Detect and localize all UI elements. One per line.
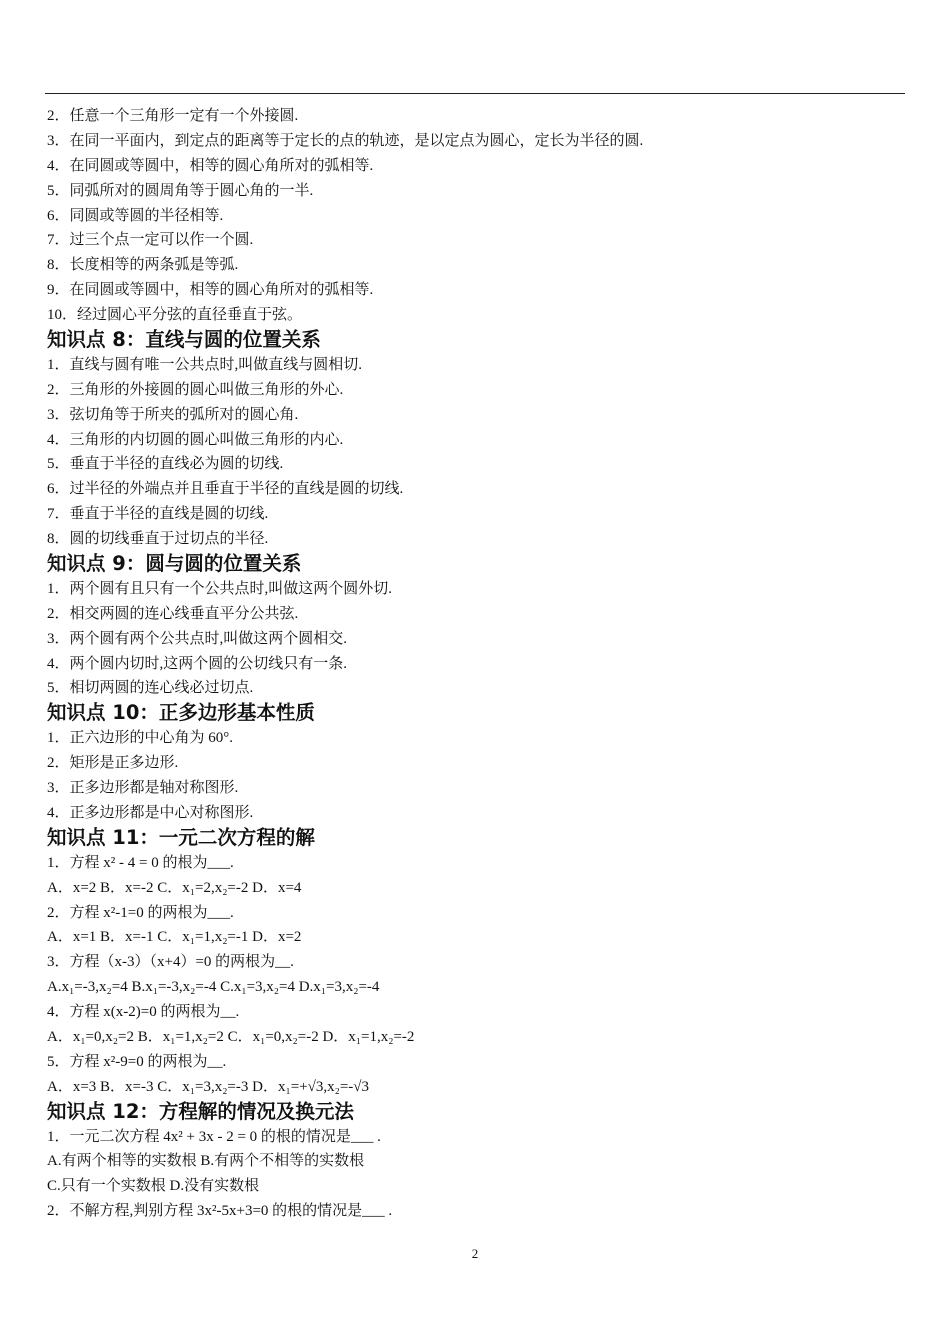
- list-item: 4．两个圆内切时,这两个圆的公切线只有一条.: [47, 655, 348, 672]
- list-item: 6．同圆或等圆的半径相等.: [47, 207, 224, 224]
- list-item: 2．任意一个三角形一定有一个外接圆.: [47, 108, 299, 124]
- list-item: 1．正六边形的中心角为 60°.: [47, 730, 233, 747]
- list-item: 10．经过圆心平分弦的直径垂直于弦。: [47, 307, 303, 324]
- list-item: A．x₁=0,x₂=2 B．x₁=1,x₂=2 C．x₁=0,x₂=-2 D．x₁=1,x₂=-2: [47, 1028, 415, 1045]
- list-item: A.有两个相等的实数根 B.有两个不相等的实数根: [47, 1153, 365, 1170]
- list-item: 6．过半径的外端点并且垂直于半径的直线是圆的切线.: [47, 481, 404, 498]
- list-item: 8．圆的切线垂直于过切点的半径.: [47, 531, 269, 548]
- list-item: 2．相交两圆的连心线垂直平分公共弦.: [47, 605, 299, 622]
- list-item: 3．在同一平面内，到定点的距离等于定长的点的轨迹，是以定点为圆心，定长为半径的圆.: [47, 132, 644, 149]
- page-number: 2: [471, 1246, 479, 1261]
- list-item: 7．垂直于半径的直线是圆的切线.: [47, 506, 269, 523]
- list-item: 3．两个圆有两个公共点时,叫做这两个圆相交.: [47, 630, 348, 647]
- section-heading: 知识点 9：圆与圆的位置关系: [47, 552, 302, 576]
- section-heading: 知识点 12：方程解的情况及换元法: [47, 1099, 354, 1123]
- list-item: 2．不解方程,判别方程 3x²-5x+3=0 的根的情况是___ .: [47, 1203, 393, 1220]
- list-item: 9．在同圆或等圆中，相等的圆心角所对的弧相等.: [47, 282, 374, 299]
- list-item: 4．在同圆或等圆中，相等的圆心角所对的弧相等.: [47, 157, 374, 174]
- list-item: 3．方程（x-3）（x+4）=0 的两根为__.: [47, 954, 294, 971]
- list-item: 4．三角形的内切圆的圆心叫做三角形的内心.: [47, 431, 344, 448]
- list-item: 4．正多边形都是中心对称图形.: [47, 804, 254, 821]
- section-heading: 知识点 10：正多边形基本性质: [47, 701, 315, 725]
- list-item: 5．相切两圆的连心线必过切点.: [47, 680, 254, 697]
- list-item: 2．三角形的外接圆的圆心叫做三角形的外心.: [47, 381, 344, 398]
- list-item: 1．直线与圆有唯一公共点时,叫做直线与圆相切.: [47, 356, 363, 373]
- list-item: 5．方程 x²-9=0 的两根为__.: [47, 1053, 227, 1070]
- list-item: 1．两个圆有且只有一个公共点时,叫做这两个圆外切.: [47, 580, 393, 597]
- list-item: 2．方程 x²-1=0 的两根为___.: [47, 904, 234, 921]
- list-item: 3．正多边形都是轴对称图形.: [47, 780, 239, 797]
- list-item: 5．同弧所对的圆周角等于圆心角的一半.: [47, 182, 314, 199]
- document-body: [47, 104, 907, 1224]
- list-item: 1．一元二次方程 4x² + 3x - 2 = 0 的根的情况是___ .: [47, 1128, 381, 1145]
- list-item: 5．垂直于半径的直线必为圆的切线.: [47, 456, 284, 473]
- section-heading: 知识点 11：一元二次方程的解: [47, 825, 315, 849]
- list-item: A．x=1 B．x=-1 C．x₁=1,x₂=-1 D．x=2: [47, 929, 302, 946]
- list-item: 8．长度相等的两条弧是等弧.: [47, 257, 239, 274]
- list-item: C.只有一个实数根 D.没有实数根: [47, 1178, 260, 1195]
- list-item: A．x=2 B．x=-2 C．x₁=2,x₂=-2 D．x=4: [47, 879, 302, 896]
- header-rule: [45, 93, 905, 94]
- list-item: 1．方程 x² - 4 = 0 的根为___.: [47, 854, 234, 871]
- list-item: 4．方程 x(x-2)=0 的两根为__.: [47, 1004, 240, 1021]
- list-item: 3．弦切角等于所夹的弧所对的圆心角.: [47, 406, 299, 423]
- list-item: 2．矩形是正多边形.: [47, 755, 179, 772]
- list-item: 7．过三个点一定可以作一个圆.: [47, 232, 254, 249]
- list-item: A.x₁=-3,x₂=4 B.x₁=-3,x₂=-4 C.x₁=3,x₂=4 D.x₁=3,x₂=-4: [47, 979, 380, 996]
- section-heading: 知识点 8：直线与圆的位置关系: [47, 328, 321, 352]
- list-item: A．x=3 B．x=-3 C．x₁=3,x₂=-3 D．x₁=+√3,x₂=-√3: [47, 1078, 370, 1095]
